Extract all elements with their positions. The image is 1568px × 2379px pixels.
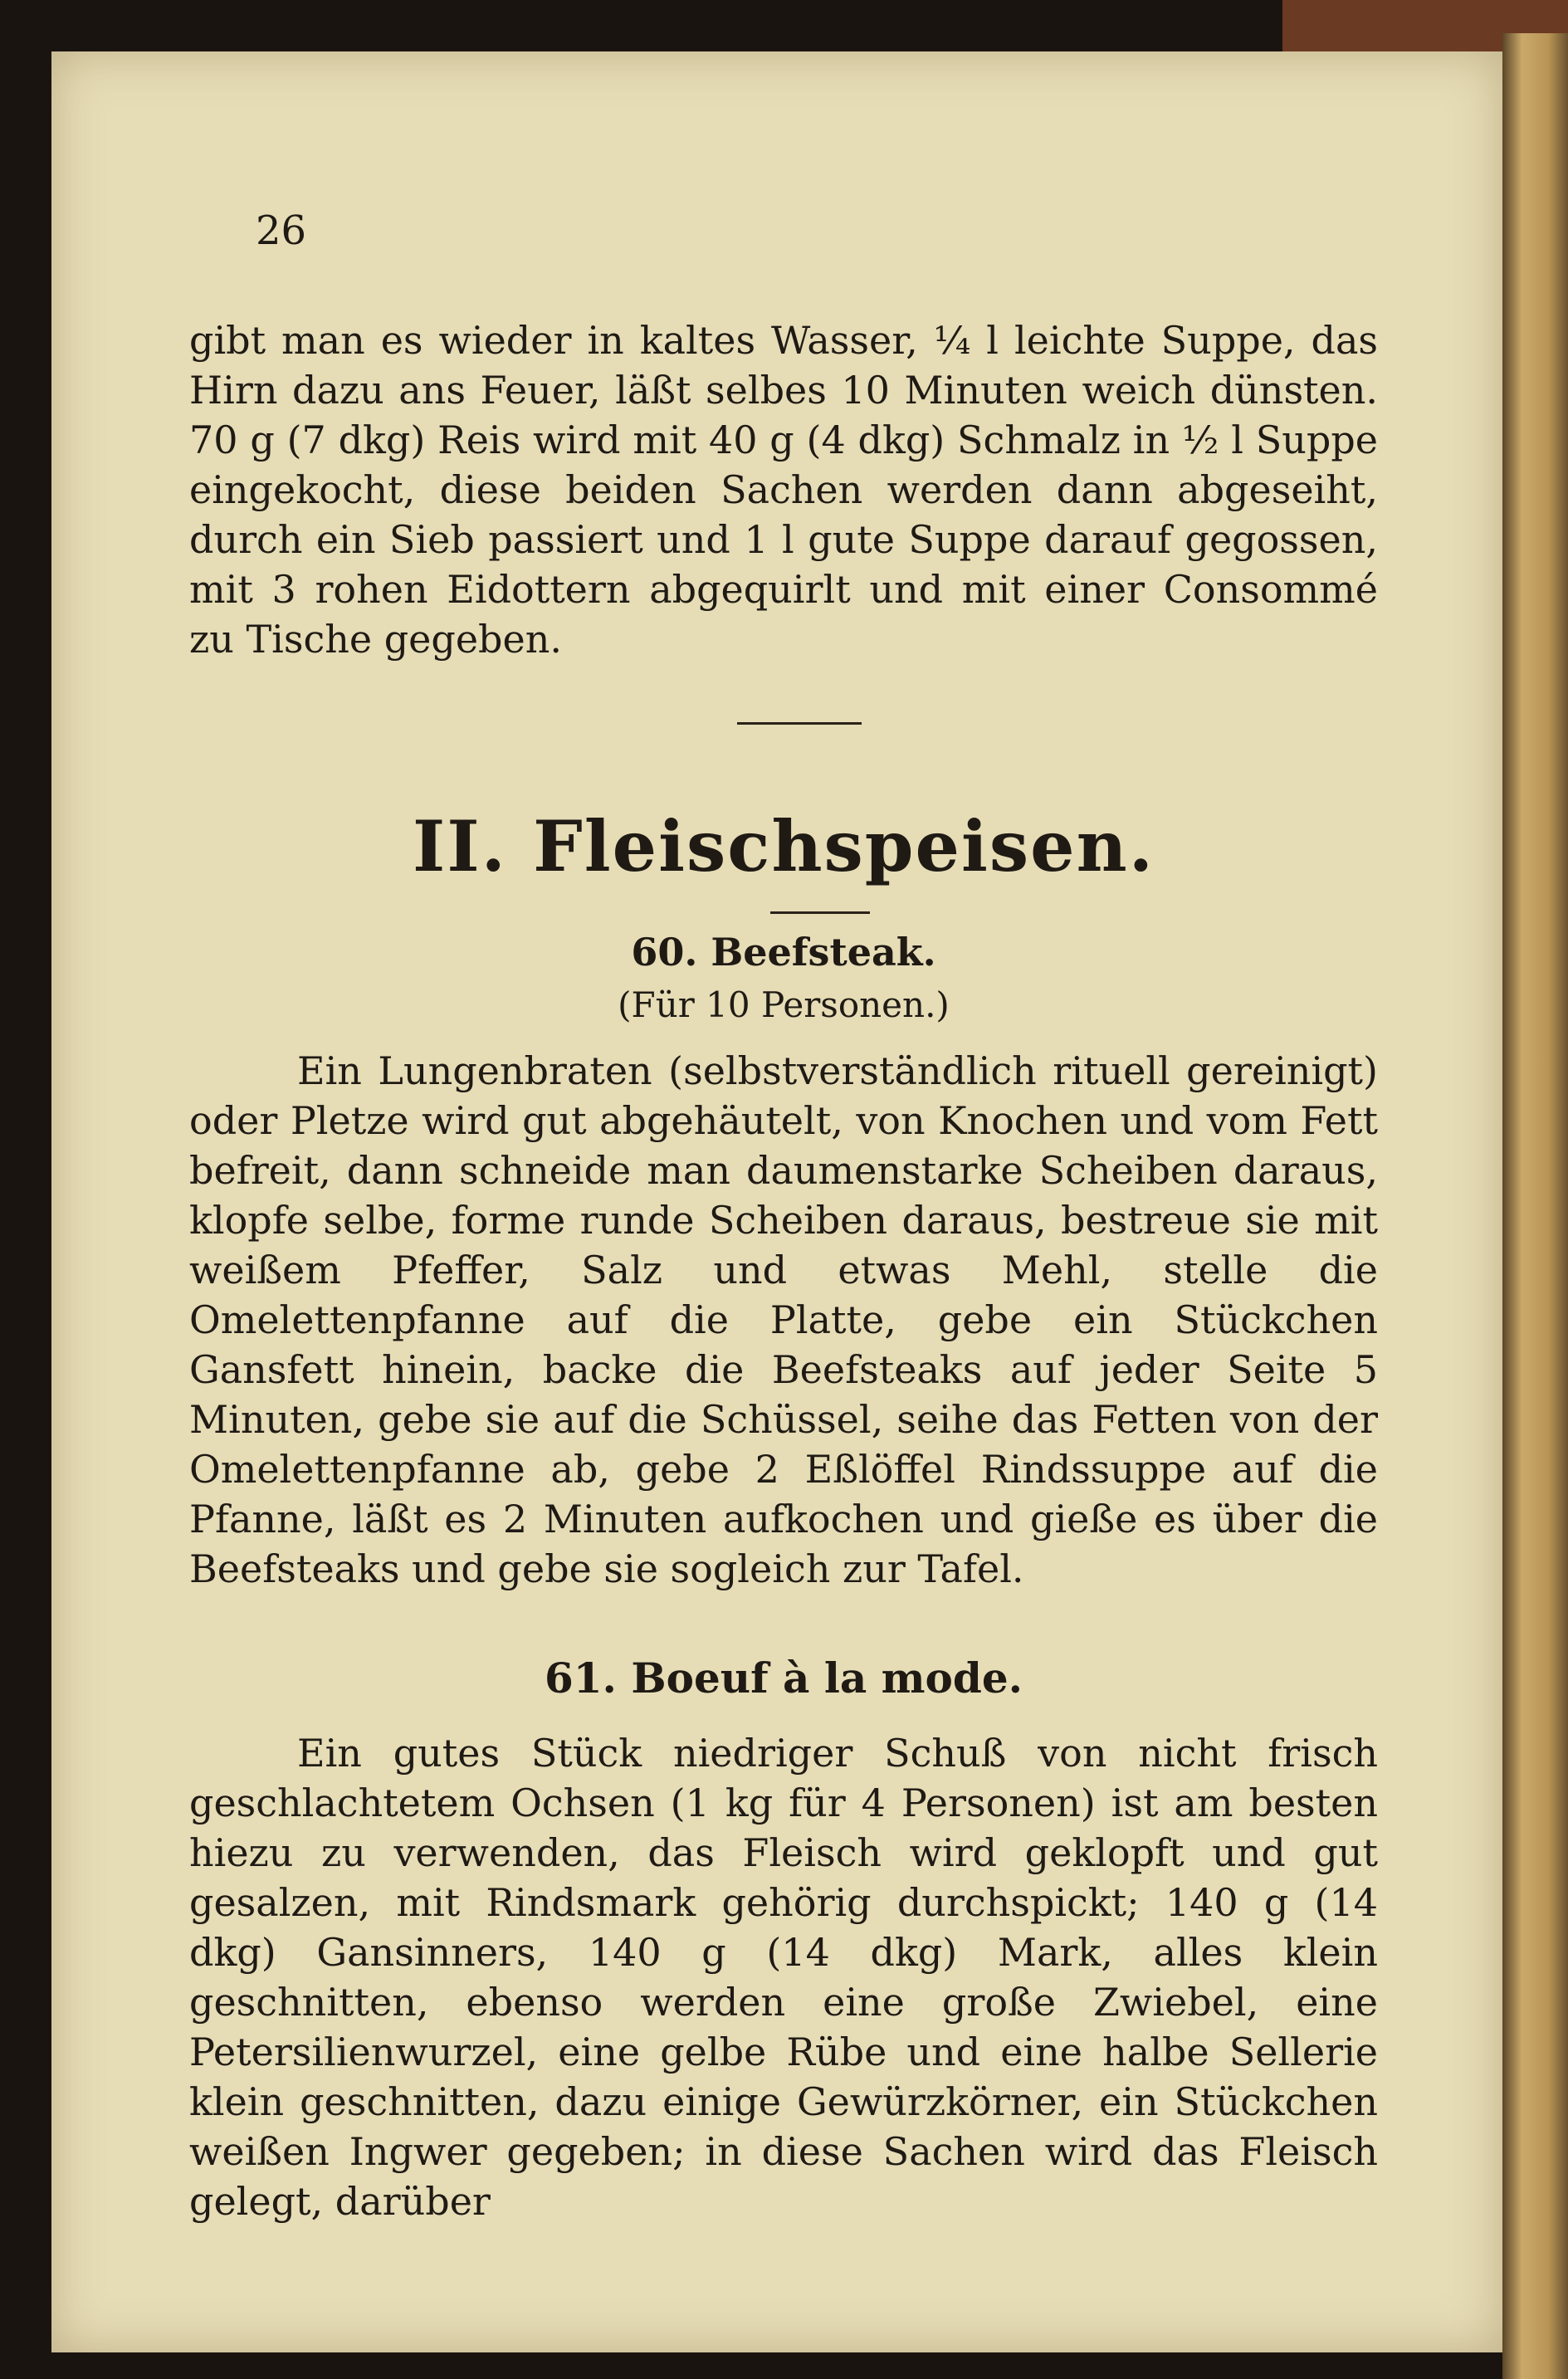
page-number: 26 xyxy=(256,208,307,254)
recipe-60-text: Ein Lungenbraten (selbstverständlich rituell gereinigt) oder Pletze wird gut abgehäutelt, von Knochen und vom Fett befreit, dann schneide man daumenstarke Scheiben daraus, klopfe selbe, forme runde Scheiben daraus, bestreue sie mit weißem Pfeffer, Salz und etwas Mehl, stelle die Omelettenpfanne auf die Platte, gebe ein Stückchen Gansfett hinein, backe die Beefsteaks auf jeder Seite 5 Minuten, gebe sie auf die Schüssel, seihe das Fetten von der Omelettenpfanne ab, gebe 2 Eßlöffel Rindssuppe auf die Pfanne, läßt es 2 Minuten aufkochen und gieße es über die Beefsteaks und gebe sie sogleich zur Tafel. xyxy=(189,1048,1378,1591)
heading-underline xyxy=(770,911,870,914)
page-edge xyxy=(1502,33,1568,2379)
recipe-61-text: Ein gutes Stück niedriger Schuß von nicht frisch geschlachtetem Ochsen (1 kg für 4 Personen) ist am besten hiezu zu verwenden, das Fleisch wird geklopft und gut gesalzen, mit Rindsmark gehörig durchspickt; 140 g (14 dkg) Gansinners, 140 g (14 dkg) Mark, alles klein geschnitten, ebenso werden eine große Zwiebel, eine Petersilienwurzel, eine gelbe Rübe und eine halbe Sellerie klein geschnitten, dazu einige Gewürzkörner, ein Stückchen weißen Ingwer gegeben; in diese Sachen wird das Fleisch gelegt, darüber xyxy=(189,1731,1378,2224)
continued-paragraph: gibt man es wieder in kaltes Wasser, ¼ l leichte Suppe, das Hirn dazu ans Feuer, läßt selbes 10 Minuten weich dünsten. 70 g (7 dkg) Reis wird mit 40 g (4 dkg) Schmalz in ½ l Suppe eingekocht, diese beiden Sachen werden dann abgeseiht, durch ein Sieb passiert und 1 l gute Suppe darauf gegossen, mit 3 rohen Eidottern abgequirlt und mit einer Consommé zu Tische gegeben. xyxy=(189,318,1378,662)
recipe-60-servings: (Für 10 Personen.) xyxy=(618,984,950,1025)
section-heading: II. Fleischspeisen. xyxy=(413,805,1155,887)
page-content xyxy=(189,199,1378,2224)
recipe-61-title: 61. Boeuf à la mode. xyxy=(544,1654,1023,1702)
divider-line xyxy=(737,722,862,725)
recipe-60-title: 60. Beefsteak. xyxy=(631,930,936,975)
